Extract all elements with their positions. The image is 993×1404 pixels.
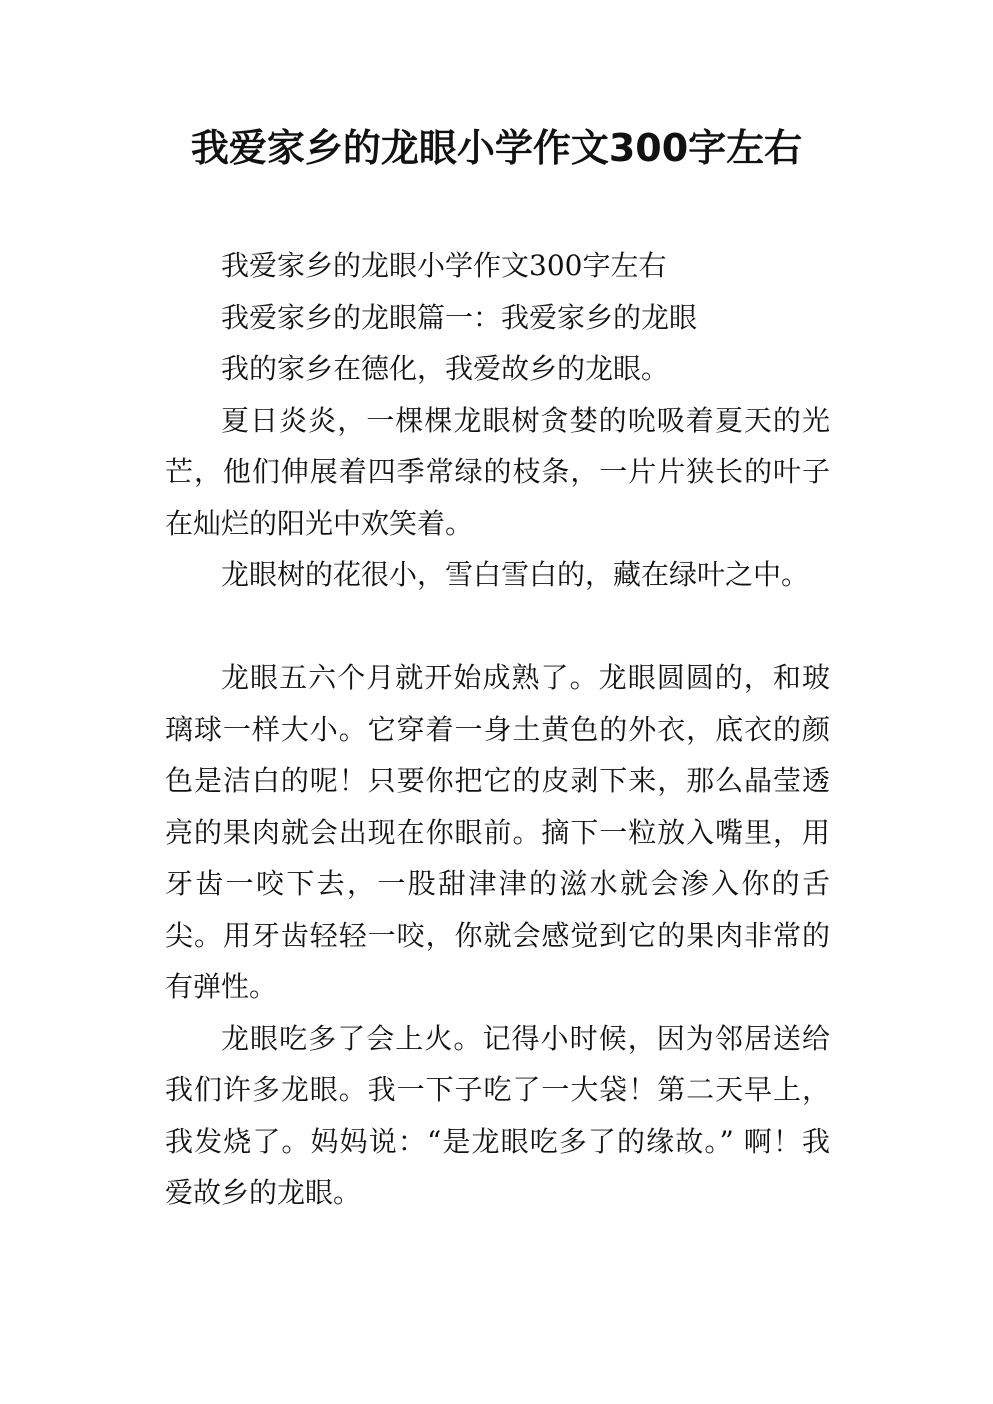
paragraph-flowers: 龙眼树的花很小，雪白雪白的，藏在绿叶之中。 [221, 558, 810, 591]
paragraph-ending: 龙眼吃多了会上火。记得小时候，因为邻居送给我们许多龙眼。我一下子吃了一大袋！第二天早上，我发烧了。妈妈说：“是龙眼吃多了的缘故。” 啊！我爱故乡的龙眼。 [165, 1021, 830, 1209]
paragraph-section-heading: 我爱家乡的龙眼篇一：我爱家乡的龙眼 [221, 300, 698, 334]
paragraph-spacer [165, 601, 830, 653]
paragraph-summer: 夏日炎炎，一棵棵龙眼树贪婪的吮吸着夏天的光芒，他们伸展着四季常绿的枝条，一片片狭长的叶子在灿烂的阳光中欢笑着。 [165, 403, 830, 540]
paragraph-subtitle: 我爱家乡的龙眼小学作文300字左右 [221, 249, 667, 282]
document-title: 我爱家乡的龙眼小学作文300字左右 [190, 126, 803, 170]
paragraph-fruit: 龙眼五六个月就开始成熟了。龙眼圆圆的，和玻璃球一样大小。它穿着一身土黄色的外衣，底衣的颜色是洁白的呢！只要你把它的皮剥下来，那么晶莹透亮的果肉就会出现在你眼前。摘下一粒放入嘴里，用牙齿一咬下去，一股甜津津的滋水就会渗入你的舌尖。用牙齿轻轻一咬，你就会感觉到它的果肉非常的有弹性。 [165, 661, 830, 1003]
paragraph-intro: 我的家乡在德化，我爱故乡的龙眼。 [221, 352, 670, 385]
document-body [165, 240, 830, 1219]
